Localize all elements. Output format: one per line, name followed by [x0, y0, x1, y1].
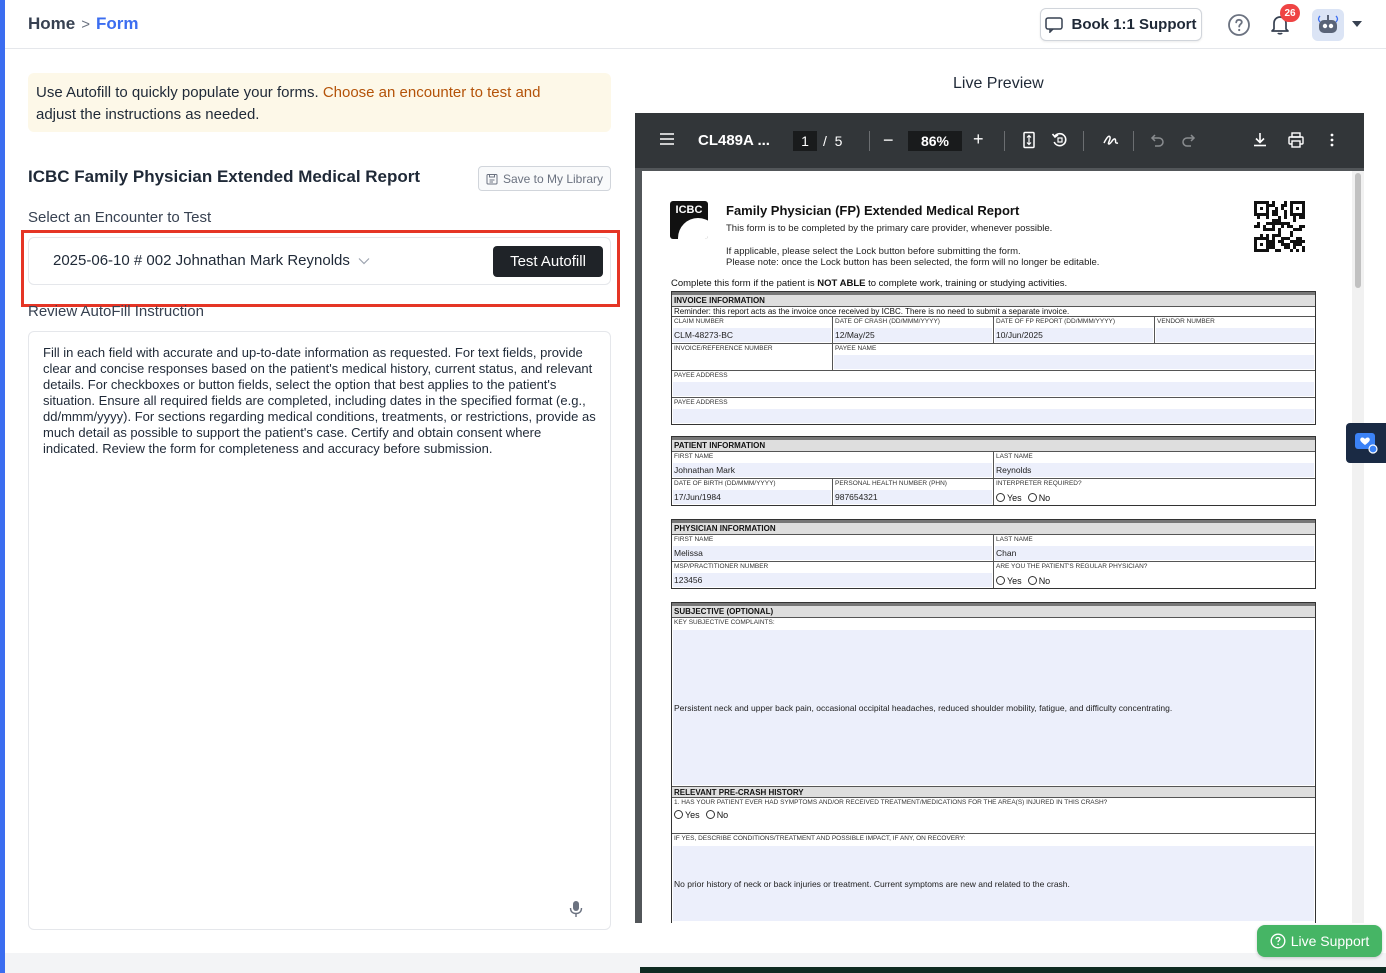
book-support-button[interactable]	[1040, 8, 1202, 41]
encounter-container	[28, 237, 611, 285]
pdf-document-name: CL489A ...	[698, 132, 770, 149]
claim-number-field[interactable]	[672, 317, 833, 343]
field-value: Persistent neck and upper back pain, occasional occipital headaches, reduced shoulder mobility, fatigue, and difficulty concentrating.	[673, 630, 1314, 785]
field-label: CLAIM NUMBER	[674, 318, 724, 325]
radio-circle	[996, 493, 1005, 502]
field-label-wrap	[672, 618, 1315, 627]
invoice-row	[672, 344, 1315, 371]
payee-name-field[interactable]	[833, 344, 1315, 370]
payee-address-field[interactable]	[672, 371, 1315, 397]
radio-no[interactable]	[1028, 576, 1051, 586]
radio-circle	[674, 810, 683, 819]
field-value	[673, 382, 1314, 396]
toolbar-divider	[869, 131, 870, 151]
instruction-line-bold: NOT ABLE	[817, 278, 866, 289]
form-title: ICBC Family Physician Extended Medical Report	[28, 167, 421, 186]
precrash-describe-field[interactable]	[672, 834, 1315, 923]
invoice-row	[672, 371, 1315, 398]
toolbar-divider	[1133, 131, 1134, 151]
subjective-section	[671, 602, 1316, 923]
invoice-row	[672, 317, 1315, 344]
support-widget-tab[interactable]	[1346, 423, 1386, 463]
radio-yes[interactable]	[996, 576, 1022, 586]
document-lock-note: If applicable, please select the Lock button before submitting the form.	[726, 246, 1021, 257]
field-label: MSP/PRACTITIONER NUMBER	[674, 563, 769, 570]
avatar[interactable]	[1312, 9, 1344, 41]
redo-icon[interactable]	[1180, 131, 1198, 149]
more-options-icon[interactable]	[1323, 131, 1341, 149]
book-support-label: Book 1:1 Support	[1071, 16, 1197, 33]
dob-field[interactable]	[672, 479, 833, 505]
print-icon[interactable]	[1287, 131, 1305, 149]
document-instruction-line	[671, 278, 1067, 289]
toolbar-divider	[1004, 131, 1005, 151]
notification-badge: 26	[1280, 4, 1300, 22]
field-label: LAST NAME	[996, 536, 1033, 543]
regular-physician-field	[994, 562, 1315, 588]
vendor-number-field[interactable]	[1155, 317, 1315, 343]
interpreter-radio-group	[996, 493, 1050, 503]
icbc-logo-wave	[678, 218, 708, 239]
field-label: INTERPRETER REQUIRED?	[996, 480, 1082, 487]
subjective-heading: SUBJECTIVE (OPTIONAL)	[672, 606, 1315, 618]
download-icon[interactable]	[1251, 131, 1269, 149]
radio-circle	[1028, 576, 1037, 585]
heart-chat-icon	[1354, 432, 1378, 454]
radio-yes-label: Yes	[685, 810, 700, 820]
field-value: Chan	[995, 546, 1314, 560]
page-count-total: 5	[834, 133, 843, 149]
breadcrumb-separator: >	[81, 15, 90, 33]
field-value: 10/Jun/2025	[995, 328, 1153, 342]
field-label-wrap	[672, 798, 1315, 807]
banner-text-accent: Choose an encounter to test and	[322, 84, 541, 101]
radio-no-label: No	[716, 810, 729, 820]
encounter-label: Select an Encounter to Test	[28, 209, 212, 226]
field-label: LAST NAME	[996, 453, 1033, 460]
pdf-scrollbar[interactable]	[1352, 171, 1364, 923]
precrash-question-field	[672, 798, 1315, 834]
page-count-separator: /	[823, 133, 827, 149]
physician-first-name-field[interactable]	[672, 535, 994, 561]
top-bar	[5, 0, 1386, 49]
pdf-toolbar	[635, 113, 1364, 168]
patient-section	[671, 436, 1316, 506]
patient-heading: PATIENT INFORMATION	[672, 440, 1315, 452]
radio-no[interactable]	[1028, 493, 1051, 503]
field-label: 1. HAS YOUR PATIENT EVER HAD SYMPTOMS AND/OR RECEIVED TREATMENT/MEDICATIONS FOR THE AREA(S) INJURED IN THIS CRASH?	[674, 799, 1108, 806]
field-label: IF YES, DESCRIBE CONDITIONS/TREATMENT AND POSSIBLE IMPACT, IF ANY, ON RECOVERY:	[674, 835, 966, 842]
review-instruction-label: Review AutoFill Instruction	[28, 303, 204, 320]
radio-yes[interactable]	[674, 810, 700, 820]
radio-circle	[1028, 493, 1037, 502]
radio-no[interactable]	[706, 810, 729, 820]
field-label: PAYEE NAME	[835, 345, 877, 352]
breadcrumb	[28, 14, 139, 34]
patient-row	[672, 479, 1315, 505]
field-label: FIRST NAME	[674, 536, 714, 543]
field-label: PERSONAL HEALTH NUMBER (PHN)	[835, 480, 947, 487]
page-count	[823, 133, 842, 149]
icbc-logo	[670, 201, 708, 239]
interpreter-field	[994, 479, 1315, 505]
radio-yes[interactable]	[996, 493, 1022, 503]
instruction-line-pre: Complete this form if the patient is	[671, 278, 818, 289]
regular-physician-radio-group	[996, 576, 1050, 586]
banner-text-end: adjust the instructions as needed.	[36, 106, 260, 123]
pdf-page	[642, 171, 1352, 923]
live-support-button[interactable]	[1257, 925, 1382, 957]
field-value: 987654321	[834, 490, 992, 504]
invoice-section	[671, 291, 1316, 425]
field-value	[673, 355, 831, 369]
pdf-scrollbar-thumb[interactable]	[1355, 173, 1361, 288]
payee-address-field-2[interactable]	[672, 398, 1315, 424]
instruction-text: Fill in each field with accurate and up-to-date information as requested. For text fields, provide clear and concise responses based on the patient's medical history, current status, and relevant details. For checkboxes or button fields, select the option that best applies to the patient's situation. Ensure all required fields are completed, including dates in the specified format (e.g., dd/mmm/yyyy). For sections regarding medical conditions, treatments, or restrictions, provide as much detail as possible to support the patient's case. Certify and obtain consent where indicated. Review the form for completeness and accuracy before submission.	[43, 345, 596, 456]
radio-circle	[996, 576, 1005, 585]
crash-date-field[interactable]	[833, 317, 994, 343]
physician-row	[672, 562, 1315, 588]
fit-page-icon[interactable]	[1020, 131, 1038, 149]
menu-icon[interactable]	[659, 132, 675, 146]
radio-circle	[706, 810, 715, 819]
document-subtitle: This form is to be completed by the primary care provider, whenever possible.	[726, 223, 1053, 234]
phn-field[interactable]	[833, 479, 994, 505]
zoom-out-button[interactable]: −	[883, 130, 894, 150]
field-value: Reynolds	[995, 463, 1314, 477]
encounter-select[interactable]	[53, 252, 370, 269]
annotate-icon[interactable]	[1102, 131, 1120, 149]
chat-icon	[1045, 17, 1063, 33]
live-preview-title: Live Preview	[953, 75, 1044, 92]
document-title: Family Physician (FP) Extended Medical Report	[726, 203, 1020, 218]
page-number-input[interactable]: 1	[793, 131, 817, 151]
save-to-library-label: Save to My Library	[502, 171, 604, 186]
left-accent-rail	[0, 0, 5, 973]
field-label: PAYEE ADDRESS	[674, 372, 728, 379]
rotate-icon[interactable]	[1051, 131, 1069, 149]
icbc-logo-text: ICBC	[675, 204, 703, 216]
breadcrumb-current: Form	[96, 14, 139, 33]
invoice-row	[672, 398, 1315, 424]
field-label: DATE OF CRASH (DD/MMM/YYYY)	[835, 318, 940, 325]
field-value: 17/Jun/1984	[673, 490, 831, 504]
pdf-viewer	[635, 113, 1364, 923]
field-value	[834, 355, 1314, 369]
key-complaints-field[interactable]	[672, 618, 1315, 786]
save-to-library-button[interactable]	[478, 166, 611, 191]
field-value: No prior history of neck or back injuries or treatment. Current symptoms are new and related to the crash.	[673, 846, 1314, 921]
field-label-wrap	[672, 834, 1315, 843]
radio-no-label: No	[1038, 576, 1051, 586]
chevron-down-icon[interactable]	[1350, 17, 1364, 31]
precrash-heading: RELEVANT PRE-CRASH HISTORY	[672, 786, 1315, 798]
field-label: KEY SUBJECTIVE COMPLAINTS:	[674, 619, 775, 626]
chevron-down-icon	[358, 257, 370, 265]
field-value: CLM-48273-BC	[673, 328, 831, 342]
library-icon	[486, 173, 498, 185]
field-value: Melissa	[673, 546, 992, 560]
invoice-reminder: Reminder: this report acts as the invoice once received by ICBC. There is no need to submit a separate invoice.	[672, 307, 1315, 317]
invoice-heading: INVOICE INFORMATION	[672, 295, 1315, 307]
field-value	[1156, 328, 1314, 342]
field-value	[673, 409, 1314, 423]
precrash-radio-group	[674, 810, 728, 820]
field-label: ARE YOU THE PATIENT'S REGULAR PHYSICIAN?	[996, 563, 1148, 570]
breadcrumb-home[interactable]: Home	[28, 14, 76, 33]
field-label: DATE OF BIRTH (DD/MMM/YYYY)	[674, 480, 776, 487]
field-label: DATE OF FP REPORT (DD/MMM/YYYY)	[996, 318, 1116, 325]
radio-yes-label: Yes	[1007, 576, 1022, 586]
test-autofill-button[interactable]: Test Autofill	[493, 246, 603, 277]
fp-report-date-field[interactable]	[994, 317, 1155, 343]
microphone-icon[interactable]	[568, 900, 584, 918]
zoom-level-input[interactable]: 86%	[908, 131, 962, 151]
bottom-dark-bar	[640, 967, 1386, 973]
field-label: FIRST NAME	[674, 453, 714, 460]
field-label: VENDOR NUMBER	[1157, 318, 1215, 325]
document-lock-warning: Please note: once the Lock button has been selected, the form will no longer be editable.	[726, 257, 1100, 268]
field-value: Johnathan Mark	[673, 463, 992, 477]
undo-icon[interactable]	[1148, 131, 1166, 149]
robot-icon	[1316, 14, 1340, 36]
toolbar-divider	[1083, 131, 1084, 151]
instruction-line-post: to complete work, training or studying activities.	[865, 278, 1068, 289]
radio-yes-label: Yes	[1007, 493, 1022, 503]
field-value: 123456	[673, 573, 992, 587]
field-label: PAYEE ADDRESS	[674, 399, 728, 406]
physician-row	[672, 535, 1315, 562]
help-icon	[1270, 933, 1286, 949]
msp-number-field[interactable]	[672, 562, 994, 588]
patient-first-name-field[interactable]	[672, 452, 994, 478]
zoom-in-button[interactable]: +	[973, 129, 984, 149]
physician-heading: PHYSICIAN INFORMATION	[672, 523, 1315, 535]
autofill-info-banner	[28, 73, 611, 132]
invoice-reference-field[interactable]	[672, 344, 833, 370]
field-label: INVOICE/REFERENCE NUMBER	[674, 345, 773, 352]
physician-section	[671, 519, 1316, 589]
patient-last-name-field[interactable]	[994, 452, 1315, 478]
encounter-selected-value: 2025-06-10 # 002 Johnathan Mark Reynolds	[53, 252, 350, 269]
physician-last-name-field[interactable]	[994, 535, 1315, 561]
patient-row	[672, 452, 1315, 479]
field-value: 12/May/25	[834, 328, 992, 342]
live-support-label: Live Support	[1290, 933, 1370, 949]
help-icon[interactable]	[1227, 13, 1251, 37]
qr-code-icon	[1254, 201, 1305, 252]
instruction-textarea[interactable]	[28, 331, 611, 930]
banner-text-start: Use Autofill to quickly populate your forms.	[36, 84, 323, 101]
radio-no-label: No	[1038, 493, 1051, 503]
